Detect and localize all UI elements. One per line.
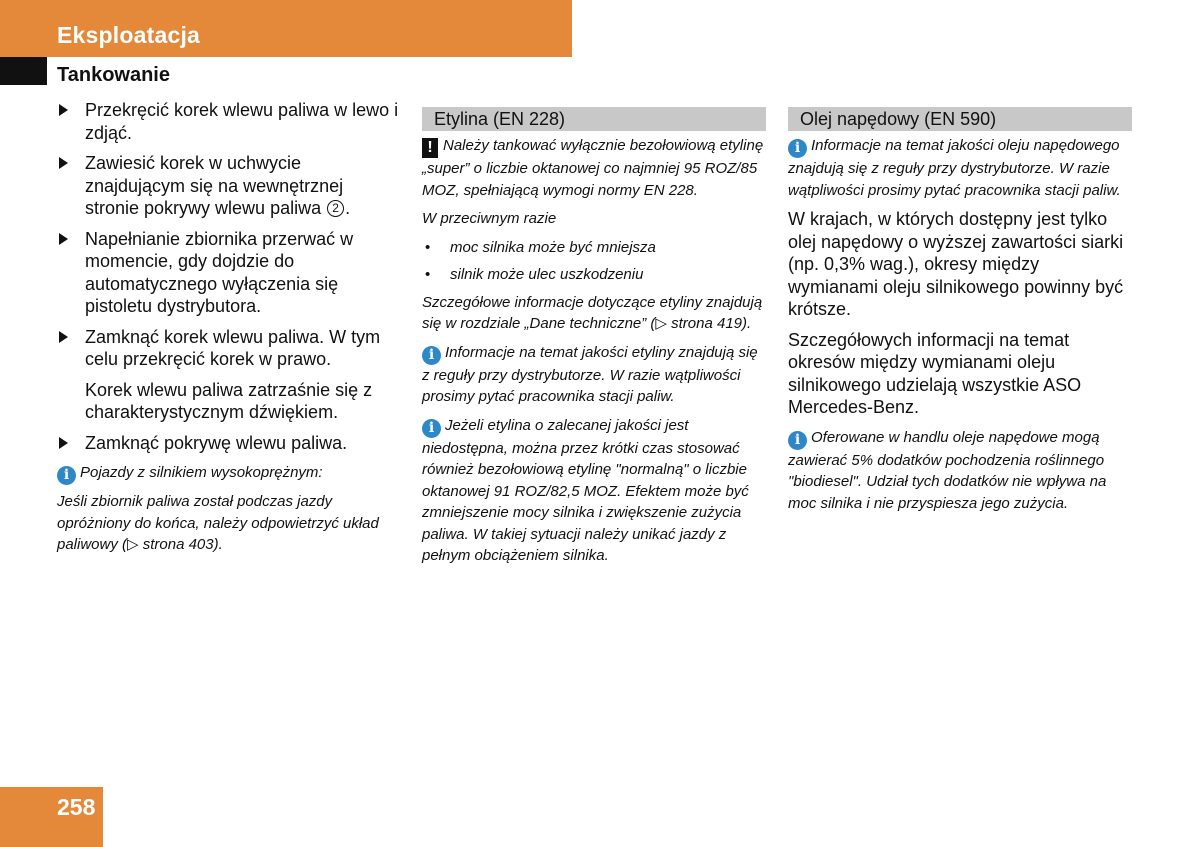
- step-item: [57, 152, 402, 220]
- info-note: [788, 427, 1132, 515]
- info-note: [422, 342, 766, 408]
- info-icon: i: [788, 139, 807, 158]
- step-text: Zamknąć korek wlewu paliwa. W tym celu przekręcić korek w prawo.: [85, 326, 381, 369]
- chapter-title: Eksploatacja: [57, 22, 201, 48]
- info-note-text: Oferowane w handlu oleje napędowe mogą zawierać 5% dodatków pochodzenia roślinnego "biodiesel". Udział tych dodatków nie wpływa na moc silnika i nie przyspiesza jego zużycia.: [788, 428, 1107, 512]
- bullet-icon: •: [425, 238, 431, 256]
- info-note: [57, 462, 402, 556]
- step-item: [57, 326, 402, 371]
- list-item: [422, 264, 766, 286]
- info-note-text: Informacje na temat jakości etyliny znajdują się z reguły przy dystrybutorze. W razie wątpliwości prosimy pytać pracownika stacji paliw.: [422, 343, 758, 405]
- info-note-text: Informacje na temat jakości oleju napędowego znajdują się z reguły przy dystrybutorze. W razie wątpliwości prosimy pytać pracownika stacji paliw.: [788, 137, 1121, 199]
- body-paragraph: Szczegółowych informacji na temat okresów między wymianami oleju silnikowego udzielają wszystkie ASO Mercedes-Benz.: [788, 329, 1082, 417]
- info-icon: i: [422, 419, 441, 438]
- step-result-text: Korek wlewu paliwa zatrzaśnie się z charakterystycznym dźwiękiem.: [85, 379, 373, 422]
- bullet-icon: •: [425, 266, 431, 283]
- step-item: [57, 99, 402, 144]
- info-note: [788, 135, 1132, 201]
- callout-number-icon: 2: [327, 200, 344, 217]
- column-petrol: [422, 107, 766, 574]
- arrow-bullet-icon: [59, 233, 68, 245]
- step-text: Zamknąć pokrywę wlewu paliwa.: [85, 432, 348, 453]
- info-icon: i: [422, 346, 441, 365]
- otherwise-text: W przeciwnym razie: [422, 210, 557, 227]
- info-note-title: Pojazdy z silnikiem wysokoprężnym:: [80, 464, 323, 481]
- arrow-bullet-icon: [59, 157, 68, 169]
- info-icon: i: [57, 466, 76, 485]
- step-text: Zawiesić korek w uchwycie znajdującym się na wewnętrznej stronie pokrywy wlewu paliwa: [85, 153, 344, 218]
- info-icon: i: [788, 431, 807, 450]
- column-instructions: [57, 99, 402, 556]
- warning-icon: !: [422, 138, 438, 158]
- info-note-text: Jeżeli etylina o zalecanej jakości jest niedostępna, można przez krótki czas stosować również bezołowiową etylinę "normalną" o liczbie oktanowej 91 ROZ/82,5 MOZ. Efektem może być zmniejszenie mocy silnika i zwiększenie zużycia paliwa. W takiej sytuacji należy unikać jazdy z pełnym obciążeniem silnika.: [422, 416, 749, 564]
- info-note-text: Jeśli zbiornik paliwa został podczas jazdy opróżniony do końca, należy odpowietrzyć układ paliwowy (▷ strona 403).: [57, 493, 379, 553]
- section-marker: [0, 57, 47, 85]
- info-note: [422, 415, 766, 567]
- page-number: 258: [57, 794, 96, 820]
- list-item-text: moc silnika może być mniejsza: [450, 238, 656, 256]
- column-diesel: [788, 107, 1132, 521]
- arrow-bullet-icon: [59, 104, 68, 116]
- step-text-end: .: [345, 198, 351, 218]
- details-text: Szczegółowe informacje dotyczące etyliny znajdują się w rozdziale „Dane techniczne” (▷ strona 419).: [422, 293, 763, 332]
- step-text: Napełnianie zbiornika przerwać w momencie, gdy dojdzie do automatycznego wyłączenia się pistoletu dystrybutora.: [85, 228, 354, 316]
- warning-note: [422, 135, 766, 201]
- arrow-bullet-icon: [59, 437, 68, 449]
- list-item: [422, 237, 766, 259]
- step-text: Przekręcić korek wlewu paliwa w lewo i zdjąć.: [85, 100, 399, 143]
- list-item-text: silnik może ulec uszkodzeniu: [450, 266, 644, 283]
- step-item: [57, 228, 402, 318]
- step-item: [57, 432, 402, 455]
- warning-text: Należy tankować wyłącznie bezołowiową etylinę „super” o liczbie oktanowej co najmniej 95 ROZ/85 MOZ, spełniającą wymogi normy EN 228.: [422, 137, 764, 199]
- body-paragraph: W krajach, w których dostępny jest tylko olej napędowy o wyższej zawartości siarki (np. 0,3% wag.), okresy między wymianami oleju silnikowego powinny być krótsze.: [788, 209, 1124, 319]
- arrow-bullet-icon: [59, 331, 68, 343]
- petrol-header: Etylina (EN 228): [422, 107, 766, 131]
- section-title: Tankowanie: [57, 64, 170, 86]
- diesel-header: Olej napędowy (EN 590): [788, 107, 1132, 131]
